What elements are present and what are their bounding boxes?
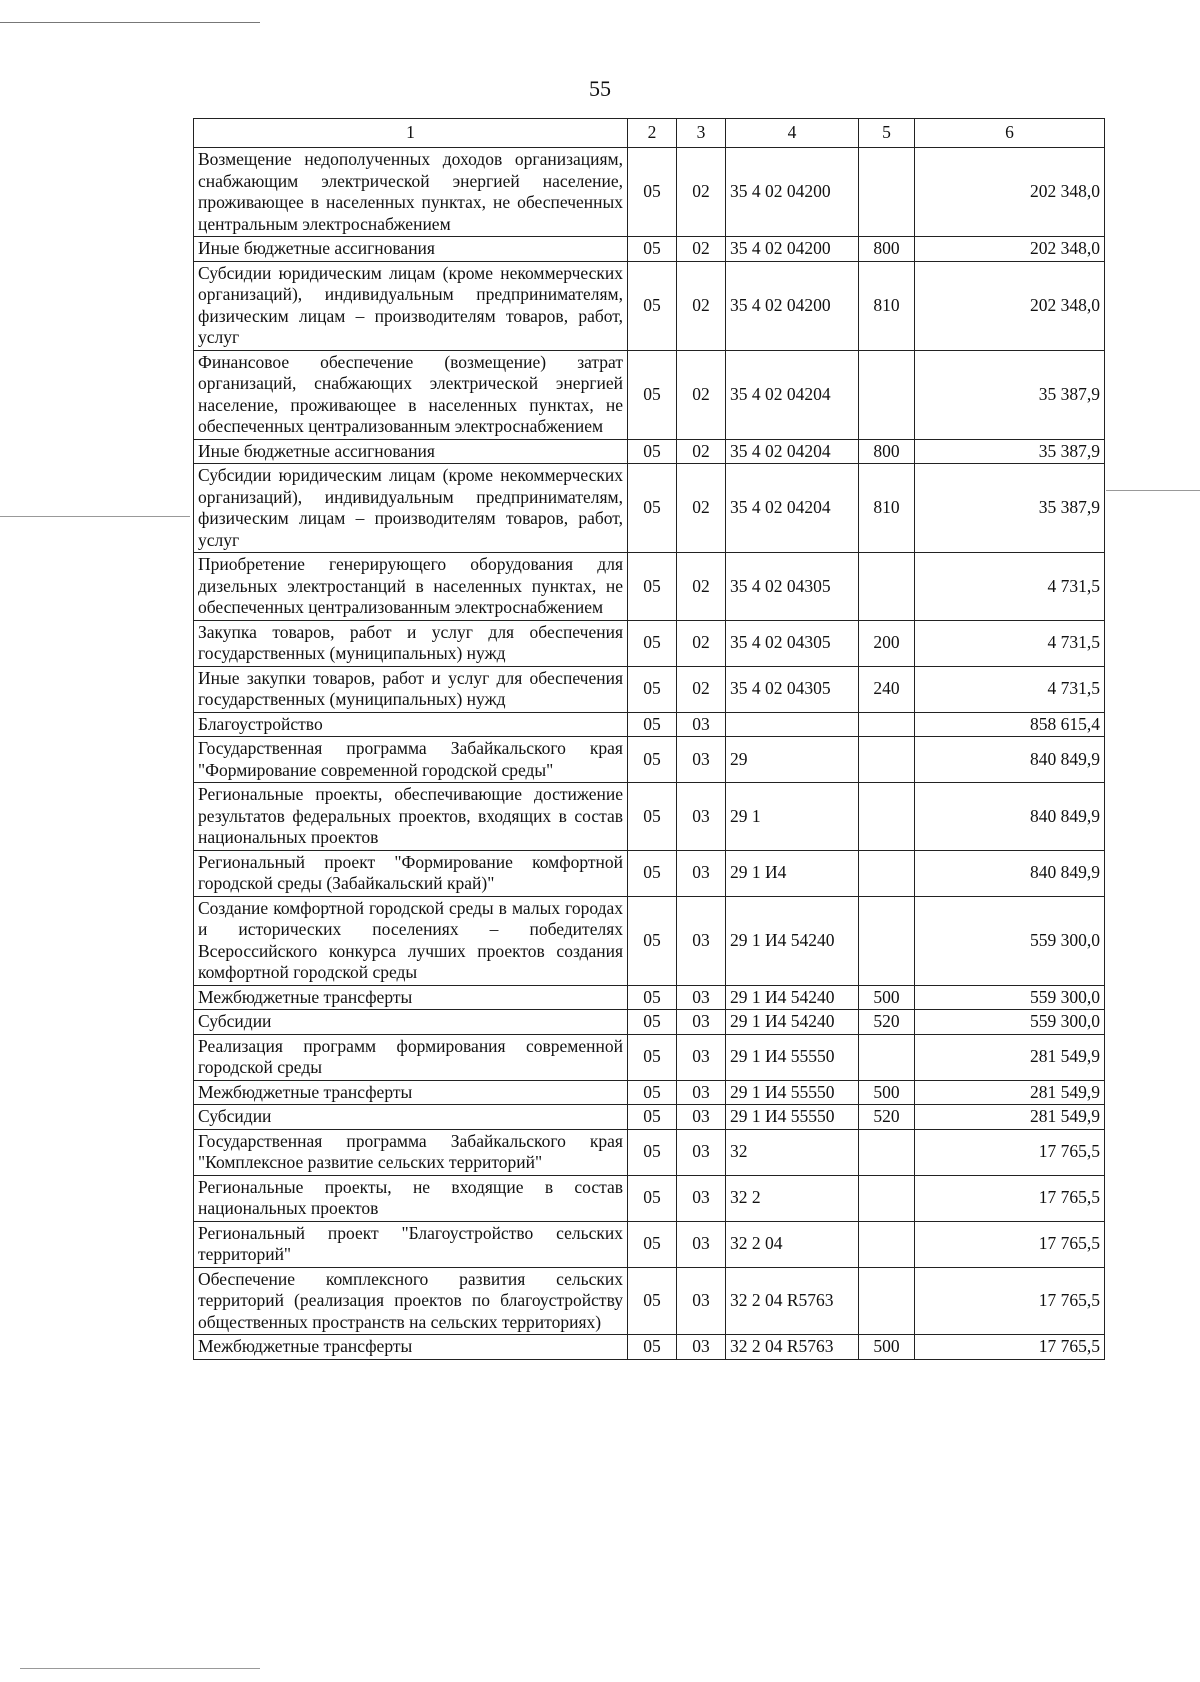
row-target-article-cell: 32 2 04 R5763: [726, 1335, 859, 1360]
row-amount-cell: 281 549,9: [915, 1105, 1105, 1130]
row-name-cell: Создание комфортной городской среды в малых городах и исторических поселениях – победителях Всероссийского конкурса лучших проектов создания комфортной городской среды: [194, 896, 628, 985]
table-row: [194, 261, 1105, 350]
row-section-cell: 05: [628, 439, 677, 464]
row-name-cell: Межбюджетные трансферты: [194, 1335, 628, 1360]
row-amount-cell: 840 849,9: [915, 850, 1105, 896]
row-target-article-cell: 35 4 02 04200: [726, 148, 859, 237]
table-row: [194, 783, 1105, 851]
row-name-cell: Благоустройство: [194, 712, 628, 737]
row-name-cell: Государственная программа Забайкальского края "Формирование современной городской среды": [194, 737, 628, 783]
row-subsection-cell: 02: [677, 350, 726, 439]
row-target-article-cell: 29 1 И4 54240: [726, 896, 859, 985]
row-name-cell: Иные закупки товаров, работ и услуг для обеспечения государственных (муниципальных) нужд: [194, 666, 628, 712]
row-expense-type-cell: [859, 1267, 915, 1335]
row-section-cell: 05: [628, 1267, 677, 1335]
row-name-cell: Государственная программа Забайкальского края "Комплексное развитие сельских территорий": [194, 1129, 628, 1175]
row-amount-cell: 202 348,0: [915, 237, 1105, 262]
column-header: 6: [915, 119, 1105, 148]
row-expense-type-cell: [859, 553, 915, 621]
row-expense-type-cell: 520: [859, 1105, 915, 1130]
row-expense-type-cell: [859, 1034, 915, 1080]
row-target-article-cell: 29 1 И4 54240: [726, 1010, 859, 1035]
row-expense-type-cell: [859, 1221, 915, 1267]
row-amount-cell: 35 387,9: [915, 350, 1105, 439]
row-target-article-cell: 29 1: [726, 783, 859, 851]
page-number: 55: [589, 76, 611, 101]
row-expense-type-cell: [859, 350, 915, 439]
table-row: [194, 1010, 1105, 1035]
row-amount-cell: 17 765,5: [915, 1129, 1105, 1175]
row-section-cell: 05: [628, 1221, 677, 1267]
row-target-article-cell: 35 4 02 04305: [726, 553, 859, 621]
row-section-cell: 05: [628, 712, 677, 737]
budget-table: [193, 118, 1105, 1360]
row-name-cell: Приобретение генерирующего оборудования для дизельных электростанций в населенных пунктах, не обеспеченных централизованным электроснабжением: [194, 553, 628, 621]
row-target-article-cell: 35 4 02 04305: [726, 620, 859, 666]
row-expense-type-cell: [859, 712, 915, 737]
row-section-cell: 05: [628, 1129, 677, 1175]
row-name-cell: Финансовое обеспечение (возмещение) затрат организаций, снабжающих электрической энергией население, проживающее в населенных пунктах, не обеспеченных централизованным электроснабжением: [194, 350, 628, 439]
row-expense-type-cell: [859, 1175, 915, 1221]
row-subsection-cell: 02: [677, 261, 726, 350]
row-section-cell: 05: [628, 350, 677, 439]
row-expense-type-cell: 240: [859, 666, 915, 712]
row-section-cell: 05: [628, 148, 677, 237]
row-target-article-cell: 29: [726, 737, 859, 783]
row-amount-cell: 17 765,5: [915, 1267, 1105, 1335]
table-row: [194, 1267, 1105, 1335]
row-subsection-cell: 03: [677, 896, 726, 985]
table-row: [194, 1105, 1105, 1130]
row-name-cell: Региональные проекты, обеспечивающие достижение результатов федеральных проектов, входящих в состав национальных проектов: [194, 783, 628, 851]
budget-table-container: [193, 118, 1104, 1360]
table-row: [194, 896, 1105, 985]
row-subsection-cell: 02: [677, 439, 726, 464]
row-section-cell: 05: [628, 620, 677, 666]
row-target-article-cell: 32 2 04: [726, 1221, 859, 1267]
row-amount-cell: 202 348,0: [915, 148, 1105, 237]
row-target-article-cell: 32: [726, 1129, 859, 1175]
scan-artifact-line: [0, 516, 190, 517]
row-section-cell: 05: [628, 737, 677, 783]
table-row: [194, 1175, 1105, 1221]
row-name-cell: Обеспечение комплексного развития сельских территорий (реализация проектов по благоустройству общественных пространств на сельских территориях): [194, 1267, 628, 1335]
row-expense-type-cell: 800: [859, 439, 915, 464]
table-row: [194, 620, 1105, 666]
row-target-article-cell: 35 4 02 04200: [726, 237, 859, 262]
row-expense-type-cell: 810: [859, 464, 915, 553]
row-target-article-cell: 29 1 И4 55550: [726, 1080, 859, 1105]
row-section-cell: 05: [628, 1335, 677, 1360]
row-subsection-cell: 03: [677, 737, 726, 783]
row-subsection-cell: 03: [677, 850, 726, 896]
row-section-cell: 05: [628, 783, 677, 851]
row-expense-type-cell: 500: [859, 985, 915, 1010]
row-subsection-cell: 03: [677, 1335, 726, 1360]
row-expense-type-cell: [859, 896, 915, 985]
column-header: 4: [726, 119, 859, 148]
row-name-cell: Закупка товаров, работ и услуг для обеспечения государственных (муниципальных) нужд: [194, 620, 628, 666]
row-amount-cell: 281 549,9: [915, 1034, 1105, 1080]
row-subsection-cell: 03: [677, 1267, 726, 1335]
row-amount-cell: 858 615,4: [915, 712, 1105, 737]
row-name-cell: Иные бюджетные ассигнования: [194, 439, 628, 464]
row-target-article-cell: [726, 712, 859, 737]
row-expense-type-cell: 500: [859, 1335, 915, 1360]
row-expense-type-cell: 520: [859, 1010, 915, 1035]
row-subsection-cell: 03: [677, 1080, 726, 1105]
row-amount-cell: 17 765,5: [915, 1175, 1105, 1221]
table-row: [194, 237, 1105, 262]
row-amount-cell: 840 849,9: [915, 783, 1105, 851]
row-amount-cell: 840 849,9: [915, 737, 1105, 783]
table-row: [194, 985, 1105, 1010]
row-subsection-cell: 03: [677, 783, 726, 851]
row-expense-type-cell: [859, 783, 915, 851]
row-subsection-cell: 03: [677, 985, 726, 1010]
table-row: [194, 553, 1105, 621]
row-name-cell: Региональный проект "Благоустройство сельских территорий": [194, 1221, 628, 1267]
row-name-cell: Возмещение недополученных доходов организациям, снабжающим электрической энергией население, проживающее в населенных пунктах, не обеспеченных центральным электроснабжением: [194, 148, 628, 237]
row-expense-type-cell: 800: [859, 237, 915, 262]
row-target-article-cell: 29 1 И4 55550: [726, 1034, 859, 1080]
row-expense-type-cell: [859, 148, 915, 237]
row-section-cell: 05: [628, 1010, 677, 1035]
row-name-cell: Субсидии юридическим лицам (кроме некоммерческих организаций), индивидуальным предпринимателям, физическим лицам – производителям товаров, работ, услуг: [194, 261, 628, 350]
row-amount-cell: 17 765,5: [915, 1221, 1105, 1267]
row-target-article-cell: 32 2 04 R5763: [726, 1267, 859, 1335]
row-target-article-cell: 29 1 И4: [726, 850, 859, 896]
scan-artifact-line: [0, 22, 260, 23]
table-row: [194, 1221, 1105, 1267]
row-amount-cell: 559 300,0: [915, 985, 1105, 1010]
row-name-cell: Субсидии: [194, 1010, 628, 1035]
row-expense-type-cell: [859, 850, 915, 896]
row-expense-type-cell: [859, 737, 915, 783]
row-name-cell: Иные бюджетные ассигнования: [194, 237, 628, 262]
table-row: [194, 1335, 1105, 1360]
table-row: [194, 439, 1105, 464]
table-row: [194, 1080, 1105, 1105]
row-section-cell: 05: [628, 237, 677, 262]
row-amount-cell: 202 348,0: [915, 261, 1105, 350]
row-subsection-cell: 02: [677, 553, 726, 621]
table-row: [194, 350, 1105, 439]
row-amount-cell: 35 387,9: [915, 439, 1105, 464]
row-subsection-cell: 03: [677, 712, 726, 737]
row-name-cell: Региональный проект "Формирование комфортной городской среды (Забайкальский край)": [194, 850, 628, 896]
row-target-article-cell: 32 2: [726, 1175, 859, 1221]
table-row: [194, 1129, 1105, 1175]
row-target-article-cell: 29 1 И4 54240: [726, 985, 859, 1010]
row-section-cell: 05: [628, 1105, 677, 1130]
table-row: [194, 666, 1105, 712]
row-name-cell: Реализация программ формирования современной городской среды: [194, 1034, 628, 1080]
row-subsection-cell: 02: [677, 237, 726, 262]
row-section-cell: 05: [628, 985, 677, 1010]
column-header: 5: [859, 119, 915, 148]
row-subsection-cell: 03: [677, 1105, 726, 1130]
table-row: [194, 712, 1105, 737]
table-row: [194, 1034, 1105, 1080]
row-section-cell: 05: [628, 850, 677, 896]
row-amount-cell: 281 549,9: [915, 1080, 1105, 1105]
row-amount-cell: 4 731,5: [915, 666, 1105, 712]
row-subsection-cell: 03: [677, 1010, 726, 1035]
row-section-cell: 05: [628, 261, 677, 350]
column-header: 2: [628, 119, 677, 148]
row-amount-cell: 559 300,0: [915, 896, 1105, 985]
column-header: 1: [194, 119, 628, 148]
row-subsection-cell: 02: [677, 464, 726, 553]
table-row: [194, 737, 1105, 783]
row-target-article-cell: 35 4 02 04204: [726, 350, 859, 439]
row-section-cell: 05: [628, 666, 677, 712]
row-amount-cell: 559 300,0: [915, 1010, 1105, 1035]
scan-artifact-line: [1106, 490, 1200, 491]
row-amount-cell: 4 731,5: [915, 553, 1105, 621]
table-row: [194, 464, 1105, 553]
row-target-article-cell: 35 4 02 04204: [726, 439, 859, 464]
row-subsection-cell: 03: [677, 1034, 726, 1080]
row-section-cell: 05: [628, 1175, 677, 1221]
row-section-cell: 05: [628, 1080, 677, 1105]
row-target-article-cell: 35 4 02 04204: [726, 464, 859, 553]
row-section-cell: 05: [628, 464, 677, 553]
row-expense-type-cell: 810: [859, 261, 915, 350]
row-subsection-cell: 02: [677, 666, 726, 712]
row-section-cell: 05: [628, 1034, 677, 1080]
row-name-cell: Региональные проекты, не входящие в состав национальных проектов: [194, 1175, 628, 1221]
row-subsection-cell: 03: [677, 1175, 726, 1221]
scan-artifact-line: [20, 1668, 260, 1669]
row-section-cell: 05: [628, 896, 677, 985]
column-header: 3: [677, 119, 726, 148]
row-target-article-cell: 35 4 02 04305: [726, 666, 859, 712]
row-name-cell: Межбюджетные трансферты: [194, 985, 628, 1010]
row-subsection-cell: 03: [677, 1221, 726, 1267]
table-row: [194, 850, 1105, 896]
row-name-cell: Межбюджетные трансферты: [194, 1080, 628, 1105]
row-target-article-cell: 35 4 02 04200: [726, 261, 859, 350]
row-subsection-cell: 02: [677, 148, 726, 237]
row-subsection-cell: 02: [677, 620, 726, 666]
row-expense-type-cell: [859, 1129, 915, 1175]
row-expense-type-cell: 200: [859, 620, 915, 666]
row-name-cell: Субсидии юридическим лицам (кроме некоммерческих организаций), индивидуальным предпринимателям, физическим лицам – производителям товаров, работ, услуг: [194, 464, 628, 553]
table-header-row: [194, 119, 1105, 148]
table-row: [194, 148, 1105, 237]
row-name-cell: Субсидии: [194, 1105, 628, 1130]
row-expense-type-cell: 500: [859, 1080, 915, 1105]
row-amount-cell: 35 387,9: [915, 464, 1105, 553]
row-subsection-cell: 03: [677, 1129, 726, 1175]
row-amount-cell: 4 731,5: [915, 620, 1105, 666]
row-section-cell: 05: [628, 553, 677, 621]
row-amount-cell: 17 765,5: [915, 1335, 1105, 1360]
row-target-article-cell: 29 1 И4 55550: [726, 1105, 859, 1130]
